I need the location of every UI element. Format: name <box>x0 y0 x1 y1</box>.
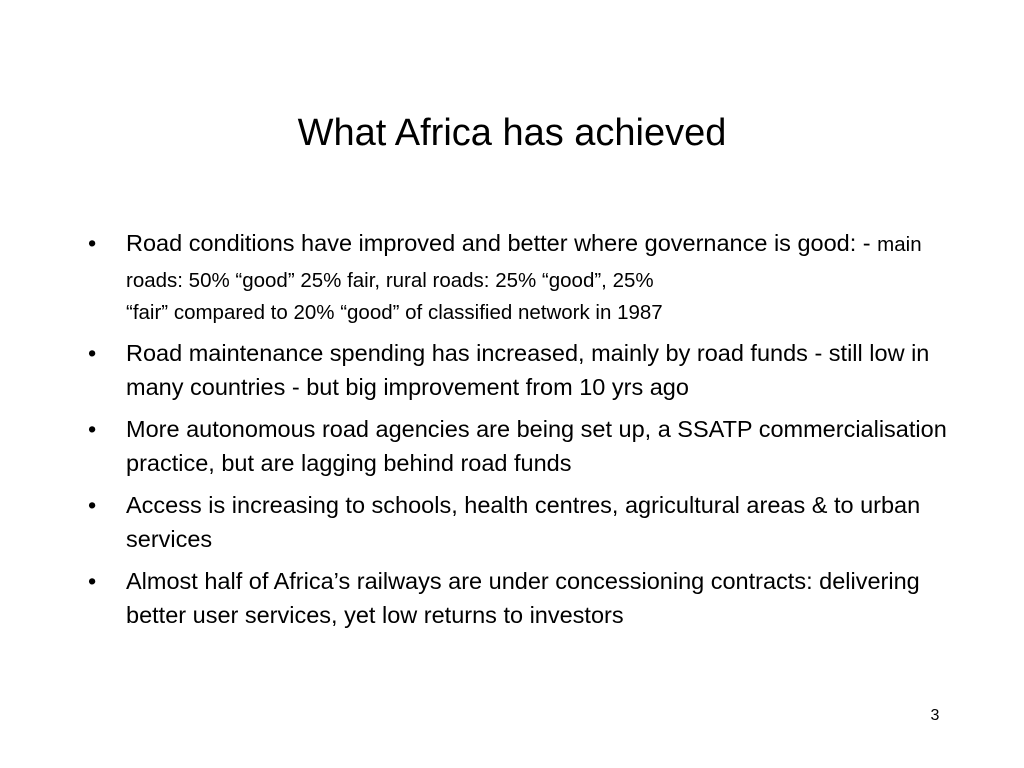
bullet-text: More autonomous road agencies are being set up, a SSATP commercialisation practice, but are lagging behind road funds <box>126 416 947 476</box>
slide-title: What Africa has achieved <box>297 112 727 154</box>
bullet-item <box>86 412 976 480</box>
bullet-dot: • <box>88 340 97 366</box>
bullet-dot: • <box>88 416 97 442</box>
bullet-item <box>86 336 976 404</box>
bullet-text: Road maintenance spending has increased, mainly by road funds - still low in many countries - but big improvement from 10 yrs ago <box>126 340 930 400</box>
bullet-item <box>86 564 976 632</box>
bullet-text: Access is increasing to schools, health centres, agricultural areas & to urban services <box>126 492 921 552</box>
bullet-dot: • <box>88 568 97 594</box>
page-number: 3 <box>930 707 940 724</box>
bullet-item <box>86 488 976 556</box>
bullet-list <box>86 226 976 640</box>
bullet-text-detail: main roads: 50% “good” 25% fair, rural roads: 25% “good”, 25% <box>126 233 922 292</box>
bullet-text-lead: Road conditions have improved and better where governance is good: - <box>126 230 878 256</box>
bullet-dot: • <box>88 230 97 256</box>
bullet-dot: • <box>88 492 97 518</box>
bullet-item <box>86 226 976 328</box>
bullet-text: Almost half of Africa’s railways are under concessioning contracts: delivering better user services, yet low returns to investors <box>126 568 920 628</box>
bullet-text-detail: “fair” compared to 20% “good” of classified network in 1987 <box>126 301 663 324</box>
